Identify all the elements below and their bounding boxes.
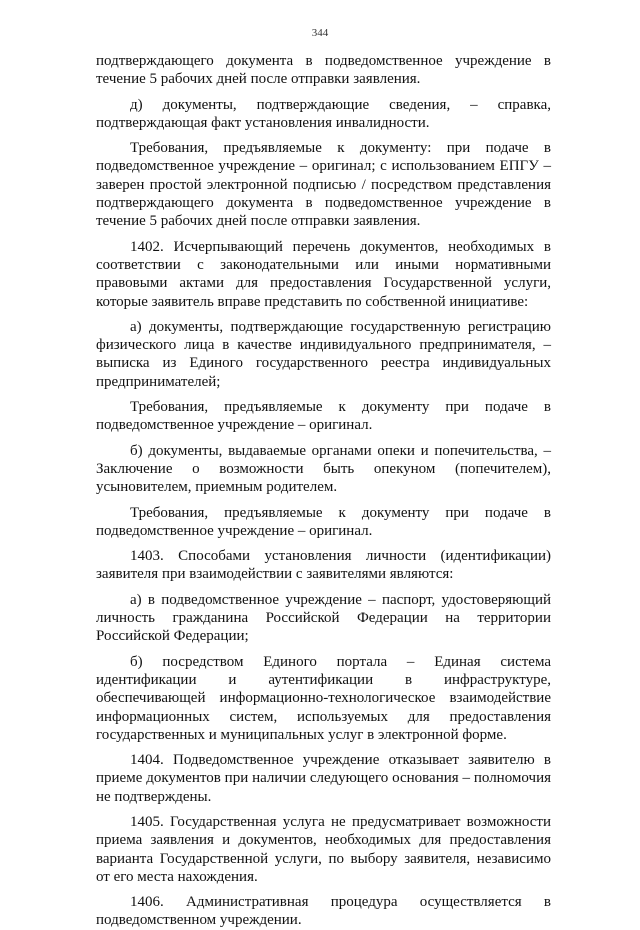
paragraph: Требования, предъявляемые к документу при подаче в подведомственное учреждение – оригинал.: [96, 399, 551, 434]
paragraph: Требования, предъявляемые к документу: при подаче в подведомственное учреждение – оригинал; с использованием ЕПГУ – заверен простой электронной подписью / посредством представления подтверждающего документа в подведомственное учреждение в течение 5 рабочих дней после отправки заявления.: [96, 140, 551, 230]
paragraph: подтверждающего документа в подведомственное учреждение в течение 5 рабочих дней после отправки заявления.: [96, 53, 551, 88]
paragraph-1403: 1403. Способами установления личности (идентификации) заявителя при взаимодействии с заявителями являются:: [96, 548, 551, 583]
paragraph: д) документы, подтверждающие сведения, – справка, подтверждающая факт установления инвалидности.: [96, 96, 551, 131]
page-number: 344: [311, 27, 329, 39]
paragraph: б) документы, выдаваемые органами опеки и попечительства, – Заключение о возможности быть опекуном (попечителем), усыновителем, приемным родителем.: [96, 442, 551, 496]
paragraph-1404: 1404. Подведомственное учреждение отказывает заявителю в приеме документов при наличии следующего основания – полномочия не подтверждены.: [96, 752, 551, 805]
paragraph-1402: 1402. Исчерпывающий перечень документов, необходимых в соответствии с законодательными или иными нормативными правовыми актами для предоставления Государственной услуги, которые заявитель вправе представить по собственной инициативе:: [96, 238, 551, 310]
paragraph: а) документы, подтверждающие государственную регистрацию физического лица в качестве индивидуального предпринимателя, – выписка из Единого государственного реестра индивидуальных предпринимателей;: [96, 318, 551, 390]
paragraph-1406: 1406. Административная процедура осуществляется в подведомственном учреждении.: [96, 894, 551, 929]
paragraph: а) в подведомственное учреждение – паспорт, удостоверяющий личность гражданина Российской Федерации на территории Российской Федерации;: [96, 591, 551, 645]
paragraph: Требования, предъявляемые к документу при подаче в подведомственное учреждение – оригинал.: [96, 504, 551, 539]
paragraph: б) посредством Единого портала – Единая система идентификации и аутентификации в инфраструктуре, обеспечивающей информационно-технологическое взаимодействие информационных систем, используемых для предоставления государственных и муниципальных услуг в электронной форме.: [96, 653, 551, 743]
paragraph-1405: 1405. Государственная услуга не предусматривает возможности приема заявления и документов, необходимых для предоставления варианта Государственной услуги, по выбору заявителя, независимо от его места нахождения.: [96, 813, 551, 885]
document-body: [96, 52, 551, 930]
